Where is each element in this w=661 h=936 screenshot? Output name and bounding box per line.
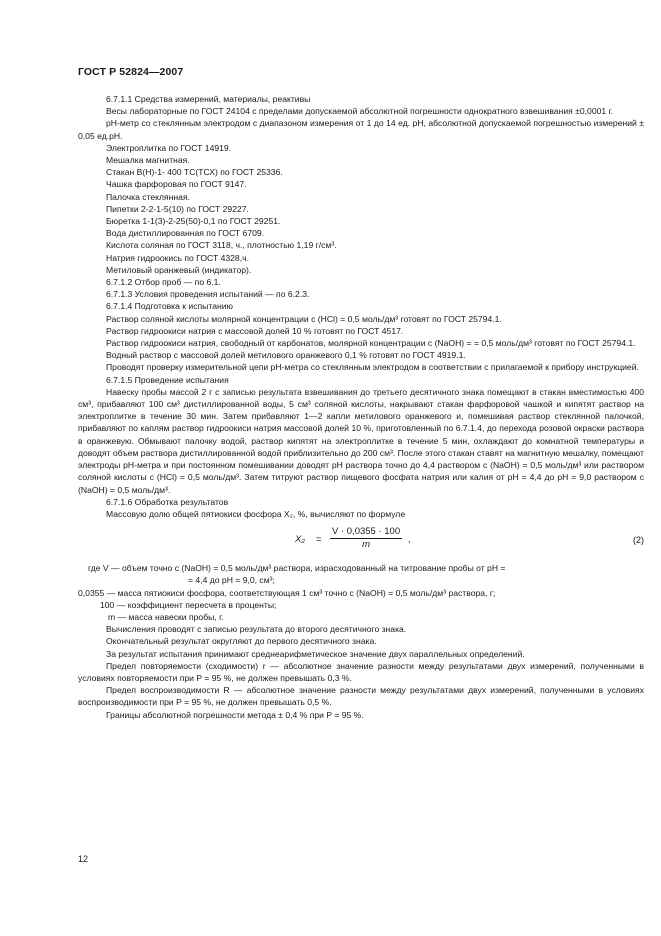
- legend-line: где V — объем точно c (NaOH) = 0,5 моль/дм³ раствора, израсходованный на титрование пробы от pH =: [88, 563, 506, 574]
- paragraph: Пипетки 2-2-1-5(10) по ГОСТ 29227.: [106, 203, 249, 214]
- paragraph: Проводят проверку измерительной цепи рН-метра со стеклянным электродом в соответствии с прилагаемой к прибору инструкцией.: [106, 362, 639, 373]
- paragraph: Бюретка 1-1(3)-2-25(50)-0,1 по ГОСТ 29251.: [106, 216, 281, 227]
- formula-denominator: m: [362, 539, 371, 551]
- formula-numerator: V · 0,0355 · 100: [330, 526, 402, 539]
- paragraph: 6.7.1.1 Средства измерений, материалы, реактивы: [106, 94, 311, 104]
- paragraph: Чашка фарфоровая по ГОСТ 9147.: [106, 179, 247, 190]
- page-number: 12: [78, 854, 89, 864]
- paragraph: Электроплитка по ГОСТ 14919.: [106, 142, 232, 153]
- paragraph: Раствор соляной кислоты молярной концентрации c (HCl) = 0,5 моль/дм³ готовят по ГОСТ 25794.1.: [106, 313, 502, 324]
- paragraph: pH-метр со стеклянным электродом с диапазоном измерения от 1 до 14 ед. pH, абсолютной допускаемой погрешностью измерений ± 0,05 ед.pH.: [78, 118, 644, 141]
- formula-lhs: X₂: [295, 534, 305, 546]
- paragraph: Навеску пробы массой 2 г с записью результата взвешивания до третьего десятичного знака помещают в стакан вместимостью 400 см³, прибавляют 100 см³ дистиллированной воды, 5 см³ соляной кислоты, накрывают стакан фарфоровой чашкой и кипятят раствор на электроплитке в течение 30 мин. Затем прибавляют 1—2 капли метилового оранжевого и, помешивая раствор стеклянной палочкой, прибавляют по каплям раствор гидроокиси натрия массовой долей 10 %, приготовленный по 6.7.1.4, до перехода розовой окраски раствора в оранжевую. Обмывают палочку водой, раствор кипятят на электроплитке в течение 5 мин, охлаждают до комнатной температуры и доводят объем раствора дистиллированной водой приблизительно до 200 см³. После этого стакан ставят на магнитную мешалку, помещают электроды рН-метра и при постоянном помешивании доводят рН раствора точно до 4,4 раствором c (NaOH) = 0,5 моль/дм³ или раствором соляной кислоты c (HCl) = 0,5 моль/дм³. Затем титруют раствор пищевого фосфата натрия или калия от рН = 4,4 до рН = 9,0 раствором c (NaOH) = 0,5 моль/дм³.: [78, 386, 644, 495]
- paragraph: 6.7.1.4 Подготовка к испытанию: [106, 301, 233, 312]
- paragraph: 6.7.1.6 Обработка результатов: [106, 496, 229, 507]
- legend-line: 0,0355 — масса пятиокиси фосфора, соответствующая 1 см³ точно c (NaOH) = 0,5 моль/дм³ раствора, г;: [78, 587, 496, 598]
- paragraph: За результат испытания принимают среднеарифметическое значение двух параллельных определений.: [106, 648, 525, 659]
- paragraph: Предел повторяемости (сходимости) r — абсолютное значение разности между результатами двух измерений, полученными в условиях повторяемости при P = 95 %, не должен превышать 0,3 %.: [78, 660, 644, 683]
- formula-fraction: [330, 526, 402, 551]
- document-body: [78, 93, 644, 721]
- paragraphs-top: [78, 93, 644, 520]
- legend-line: m — масса навески пробы, г.: [108, 611, 224, 622]
- paragraph: Раствор гидроокиси натрия с массовой долей 10 % готовят по ГОСТ 4517.: [106, 325, 404, 336]
- document-header: ГОСТ Р 52824—2007: [78, 66, 184, 78]
- paragraphs-bottom: [78, 623, 644, 721]
- paragraph: 6.7.1.3 Условия проведения испытаний — по 6.2.3.: [106, 289, 310, 300]
- paragraph: Массовую долю общей пятиокиси фосфора X₂, %, вычисляют по формуле: [106, 508, 406, 519]
- paragraph: Стакан В(Н)-1- 400 ТС(ТСХ) по ГОСТ 25336.: [106, 167, 283, 178]
- paragraph: 6.7.1.2 Отбор проб — по 6.1.: [106, 277, 221, 288]
- paragraph: Весы лабораторные по ГОСТ 24104 с пределами допускаемой абсолютной погрешности однократного взвешивания ±0,0001 г.: [106, 106, 614, 117]
- formula-number: (2): [633, 535, 644, 546]
- paragraph: Окончательный результат округляют до первого десятичного знака.: [106, 636, 377, 647]
- paragraph: Натрия гидроокись по ГОСТ 4328,ч.: [106, 252, 249, 263]
- formula-comma: ,: [408, 534, 411, 546]
- paragraph: Раствор гидроокиси натрия, свободный от карбонатов, молярной концентрации c (NaOH) = = 0,5 моль/дм³ готовят по ГОСТ 25794.1.: [106, 338, 636, 349]
- paragraph: Кислота соляная по ГОСТ 3118, ч., плотностью 1,19 г/см³.: [106, 240, 337, 251]
- paragraph: Водный раствор с массовой долей метилового оранжевого 0,1 % готовят по ГОСТ 4919.1.: [106, 350, 466, 361]
- paragraph: Предел воспроизводимости R — абсолютное значение разности между результатами двух измерений, полученными в условиях воспроизводимости при P = 95 %, не должен превышать 0,5 %.: [78, 685, 644, 708]
- paragraph: Палочка стеклянная.: [106, 191, 191, 202]
- paragraph: 6.7.1.5 Проведение испытания: [106, 374, 229, 385]
- formula-equals: =: [316, 534, 322, 546]
- formula-2: [78, 526, 644, 556]
- paragraph: Границы абсолютной погрешности метода ± 0,4 % при P = 95 %.: [106, 709, 364, 720]
- legend-line: = 4,4 до pH = 9,0, см³;: [188, 575, 275, 586]
- formula-legend: [78, 562, 644, 623]
- paragraph: Вода дистиллированная по ГОСТ 6709.: [106, 228, 265, 239]
- legend-line: 100 — коэффициент пересчета в проценты;: [100, 599, 277, 610]
- paragraph: Мешалка магнитная.: [106, 155, 190, 166]
- paragraph: Вычисления проводят с записью результата до второго десятичного знака.: [106, 624, 407, 635]
- paragraph: Метиловый оранжевый (индикатор).: [106, 264, 252, 275]
